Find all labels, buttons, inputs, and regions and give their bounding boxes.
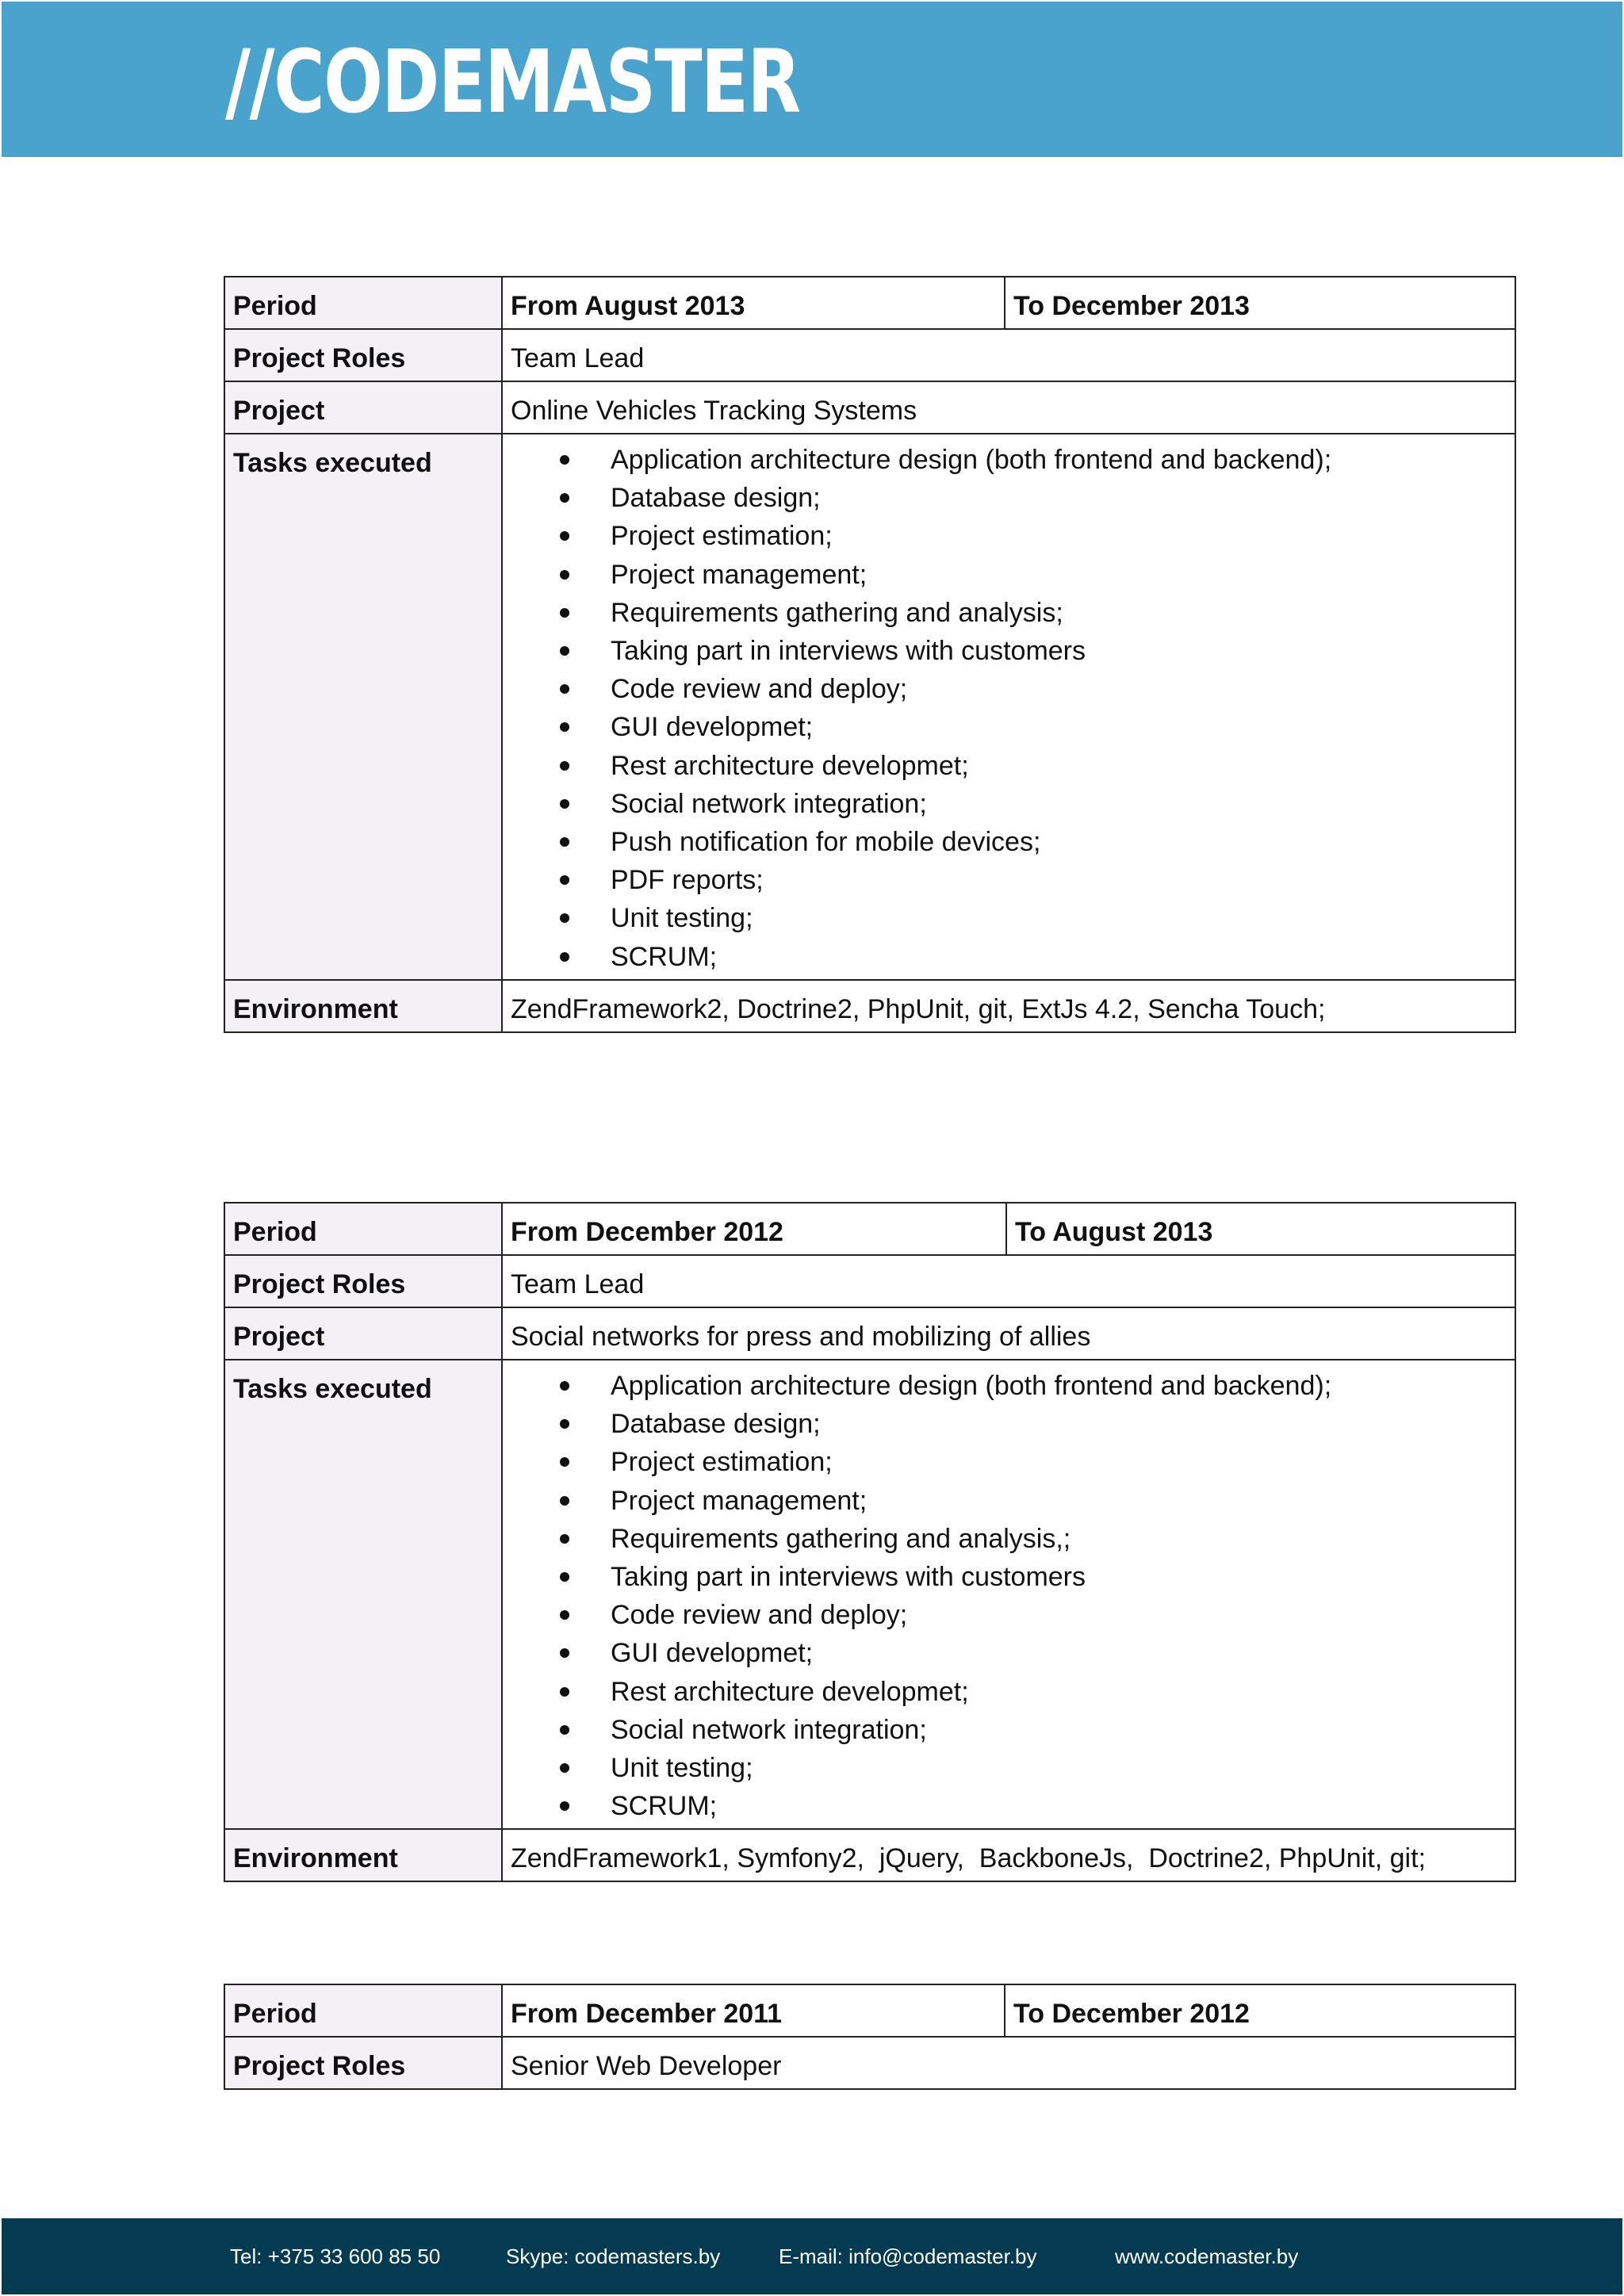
task-list (511, 1367, 1507, 1828)
task-item: GUI developmet; (511, 708, 1507, 746)
footer-phone: Tel: +375 33 600 85 50 (230, 2244, 441, 2268)
environment-row (224, 980, 1515, 1032)
project-table (224, 276, 1516, 1033)
bullet-icon (560, 570, 569, 580)
bullet-icon (560, 1648, 569, 1658)
bullet-icon (560, 875, 569, 885)
period-to: To August 2013 (1006, 1203, 1515, 1255)
bullet-icon (560, 722, 569, 732)
bullet-icon (560, 684, 569, 694)
bullet-icon (560, 493, 569, 503)
bullet-icon (560, 837, 569, 847)
task-item: Requirements gathering and analysis; (511, 594, 1507, 632)
footer-email: E-mail: info@codemaster.by (779, 2244, 1037, 2268)
task-item: Code review and deploy; (511, 670, 1507, 708)
roles-value: Senior Web Developer (502, 2037, 1515, 2089)
bullet-icon (560, 531, 569, 541)
period-from: From December 2012 (502, 1203, 1006, 1255)
roles-row (224, 329, 1515, 381)
project-value: Social networks for press and mobilizing of allies (502, 1307, 1515, 1360)
task-item: Application architecture design (both frontend and backend); (511, 441, 1507, 479)
environment-value: ZendFramework2, Doctrine2, PhpUnit, git, ExtJs 4.2, Sencha Touch; (502, 980, 1515, 1032)
task-item: Social network integration; (511, 785, 1507, 823)
task-list (511, 441, 1507, 979)
tasks-row (224, 1360, 1515, 1829)
bullet-icon (560, 1381, 569, 1391)
project-row (224, 1307, 1515, 1360)
tasks-row (224, 434, 1515, 980)
period-label: Period (224, 1203, 502, 1255)
task-item: Code review and deploy; (511, 1596, 1507, 1634)
roles-value: Team Lead (502, 1255, 1515, 1307)
bullet-icon (560, 1419, 569, 1429)
project-table (224, 1984, 1516, 2090)
footer-bar (2, 2218, 1622, 2294)
project-table (224, 1202, 1516, 1882)
project-value: Online Vehicles Tracking Systems (502, 381, 1515, 434)
task-item: Requirements gathering and analysis,; (511, 1520, 1507, 1558)
bullet-icon (560, 646, 569, 656)
bullet-icon (560, 1534, 569, 1544)
bullet-icon (560, 1457, 569, 1467)
tasks-cell (502, 1360, 1515, 1829)
task-item: Project management; (511, 1482, 1507, 1520)
period-to: To December 2013 (1005, 277, 1515, 329)
task-item: SCRUM; (511, 1787, 1507, 1825)
period-label: Period (224, 277, 502, 329)
task-item: Taking part in interviews with customers (511, 632, 1507, 670)
bullet-icon (560, 1801, 569, 1811)
roles-row (224, 1255, 1515, 1307)
task-item: Taking part in interviews with customers (511, 1558, 1507, 1596)
task-item: Rest architecture developmet; (511, 1673, 1507, 1711)
roles-label: Project Roles (224, 329, 502, 381)
project-block (224, 1984, 1516, 2090)
period-label: Period (224, 1984, 502, 2037)
project-block (224, 1202, 1516, 1882)
bullet-icon (560, 1610, 569, 1620)
task-item: SCRUM; (511, 938, 1507, 976)
task-item: Database design; (511, 479, 1507, 517)
company-logo: //CODEMASTER (225, 31, 800, 132)
bullet-icon (560, 1496, 569, 1506)
tasks-label: Tasks executed (224, 434, 502, 980)
task-item: Project management; (511, 556, 1507, 594)
bullet-icon (560, 455, 569, 465)
project-row (224, 381, 1515, 434)
bullet-icon (560, 1725, 569, 1735)
project-block (224, 276, 1516, 1033)
task-item: Push notification for mobile devices; (511, 823, 1507, 861)
task-item: Project estimation; (511, 1443, 1507, 1481)
environment-label: Environment (224, 980, 502, 1032)
period-from: From August 2013 (502, 277, 1005, 329)
period-to: To December 2012 (1005, 1984, 1515, 2037)
task-item: Unit testing; (511, 899, 1507, 937)
footer-skype: Skype: codemasters.by (506, 2244, 721, 2268)
roles-label: Project Roles (224, 1255, 502, 1307)
tasks-label: Tasks executed (224, 1360, 502, 1829)
task-item: Rest architecture developmet; (511, 747, 1507, 785)
bullet-icon (560, 608, 569, 618)
task-item: GUI developmet; (511, 1634, 1507, 1672)
footer-website: www.codemaster.by (1115, 2244, 1299, 2268)
task-item: Unit testing; (511, 1749, 1507, 1787)
bullet-icon (560, 1763, 569, 1773)
bullet-icon (560, 761, 569, 771)
header-banner (2, 2, 1622, 157)
task-item: Social network integration; (511, 1711, 1507, 1749)
period-row (224, 277, 1515, 329)
roles-label: Project Roles (224, 2037, 502, 2089)
task-item: Database design; (511, 1405, 1507, 1443)
task-item: Application architecture design (both frontend and backend); (511, 1367, 1507, 1405)
bullet-icon (560, 952, 569, 962)
period-from: From December 2011 (502, 1984, 1005, 2037)
environment-row (224, 1829, 1515, 1881)
roles-row (224, 2037, 1515, 2089)
environment-label: Environment (224, 1829, 502, 1881)
task-item: PDF reports; (511, 861, 1507, 899)
task-item: Project estimation; (511, 517, 1507, 555)
environment-value: ZendFramework1, Symfony2, jQuery, BackboneJs, Doctrine2, PhpUnit, git; (502, 1829, 1515, 1881)
project-label: Project (224, 1307, 502, 1360)
project-label: Project (224, 381, 502, 434)
period-row (224, 1984, 1515, 2037)
bullet-icon (560, 1687, 569, 1697)
tasks-cell (502, 434, 1515, 980)
bullet-icon (560, 1572, 569, 1582)
roles-value: Team Lead (502, 329, 1515, 381)
bullet-icon (560, 913, 569, 923)
period-row (224, 1203, 1515, 1255)
bullet-icon (560, 799, 569, 809)
